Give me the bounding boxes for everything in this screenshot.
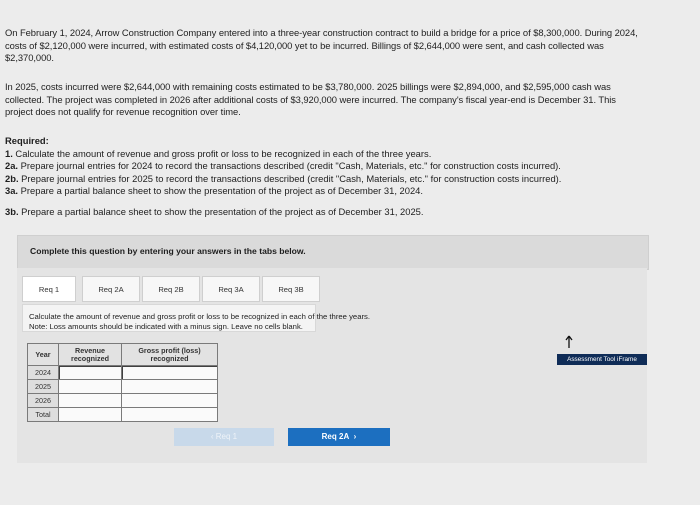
mouse-cursor-icon — [564, 335, 574, 349]
header-gross-profit: Gross profit (loss) recognized — [122, 344, 218, 366]
instruction-banner-text: Complete this question by entering your answers in the tabs below. — [30, 246, 306, 256]
next-button[interactable] — [288, 428, 390, 446]
answer-table — [27, 343, 218, 422]
required-item-1: 1. Calculate the amount of revenue and gross profit or loss to be recognized in each of the three years. — [5, 147, 432, 159]
tab-req-2a[interactable]: Req 2A — [82, 276, 140, 302]
chevron-left-icon: ‹ — [210, 432, 214, 441]
prev-button[interactable] — [174, 428, 274, 446]
instruction-line-1: Calculate the amount of revenue and gross profit or loss to be recognized in each of the three years. — [29, 312, 371, 321]
header-year: Year — [28, 344, 59, 366]
prev-button-label: Req 1 — [215, 432, 238, 441]
tab-req-3b[interactable]: Req 3B — [262, 276, 320, 302]
row-year-label: 2025 — [28, 380, 59, 394]
revenue-total — [59, 408, 122, 422]
problem-paragraph-1: On February 1, 2024, Arrow Construction Company entered into a three-year construction contract to build a bridge for a price of $8,300,000. During 2024, costs of $2,120,000 were incurred, with estimated costs of $4,120,000 yet to be incurred. Billings of $2,644,000 were sent, and cash collected was $2,370,000. — [5, 27, 638, 64]
revenue-input-2024[interactable] — [59, 366, 122, 380]
next-button-label: Req 2A — [321, 432, 350, 441]
table-row — [28, 408, 218, 422]
instruction-banner — [17, 235, 649, 270]
row-year-label: 2024 — [28, 366, 59, 380]
gross-profit-input-2024[interactable] — [122, 366, 218, 380]
table-row — [28, 380, 218, 394]
row-year-label: 2026 — [28, 394, 59, 408]
gross-profit-input-2025[interactable] — [122, 380, 218, 394]
gross-profit-total — [122, 408, 218, 422]
assessment-frame-label[interactable]: Assessment Tool iFrame — [557, 354, 647, 365]
tab-instructions — [22, 304, 371, 332]
tab-req-2b[interactable]: Req 2B — [142, 276, 200, 302]
required-section — [5, 135, 665, 219]
required-item-2a: 2a. Prepare journal entries for 2024 to record the transactions described (credit "Cash, Materials, etc." for construction costs incurred). — [5, 160, 561, 172]
gross-profit-input-2026[interactable] — [122, 394, 218, 408]
tab-req-3a[interactable]: Req 3A — [202, 276, 260, 302]
row-total-label: Total — [28, 408, 59, 422]
tab-req-1[interactable]: Req 1 — [22, 276, 76, 302]
required-item-2b: 2b. Prepare journal entries for 2025 to record the transactions described (credit "Cash, Materials, etc." for construction costs incurred). — [5, 172, 562, 184]
table-row — [28, 366, 218, 380]
revenue-input-2026[interactable] — [59, 394, 122, 408]
instruction-note: Note: Loss amounts should be indicated with a minus sign. Leave no cells blank. — [29, 322, 303, 331]
revenue-input-2025[interactable] — [59, 380, 122, 394]
table-header-row — [28, 344, 218, 366]
header-revenue: Revenue recognized — [59, 344, 122, 366]
required-item-3a: 3a. Prepare a partial balance sheet to show the presentation of the project as of December 31, 2024. — [5, 185, 423, 197]
table-row — [28, 394, 218, 408]
chevron-right-icon: › — [353, 432, 357, 441]
problem-paragraph-2: In 2025, costs incurred were $2,644,000 with remaining costs estimated to be $3,780,000. 2025 billings were $2,894,000, and $2,595,000 cash was collected. The project was completed in 2026 after additional costs of $3,920,000 were incurred. The company's fiscal year-end is December 31. This project does not qualify for revenue recognition over time. — [5, 81, 616, 118]
required-heading: Required: — [5, 135, 49, 146]
required-item-3b: 3b. Prepare a partial balance sheet to show the presentation of the project as of December 31, 2025. — [5, 205, 424, 217]
